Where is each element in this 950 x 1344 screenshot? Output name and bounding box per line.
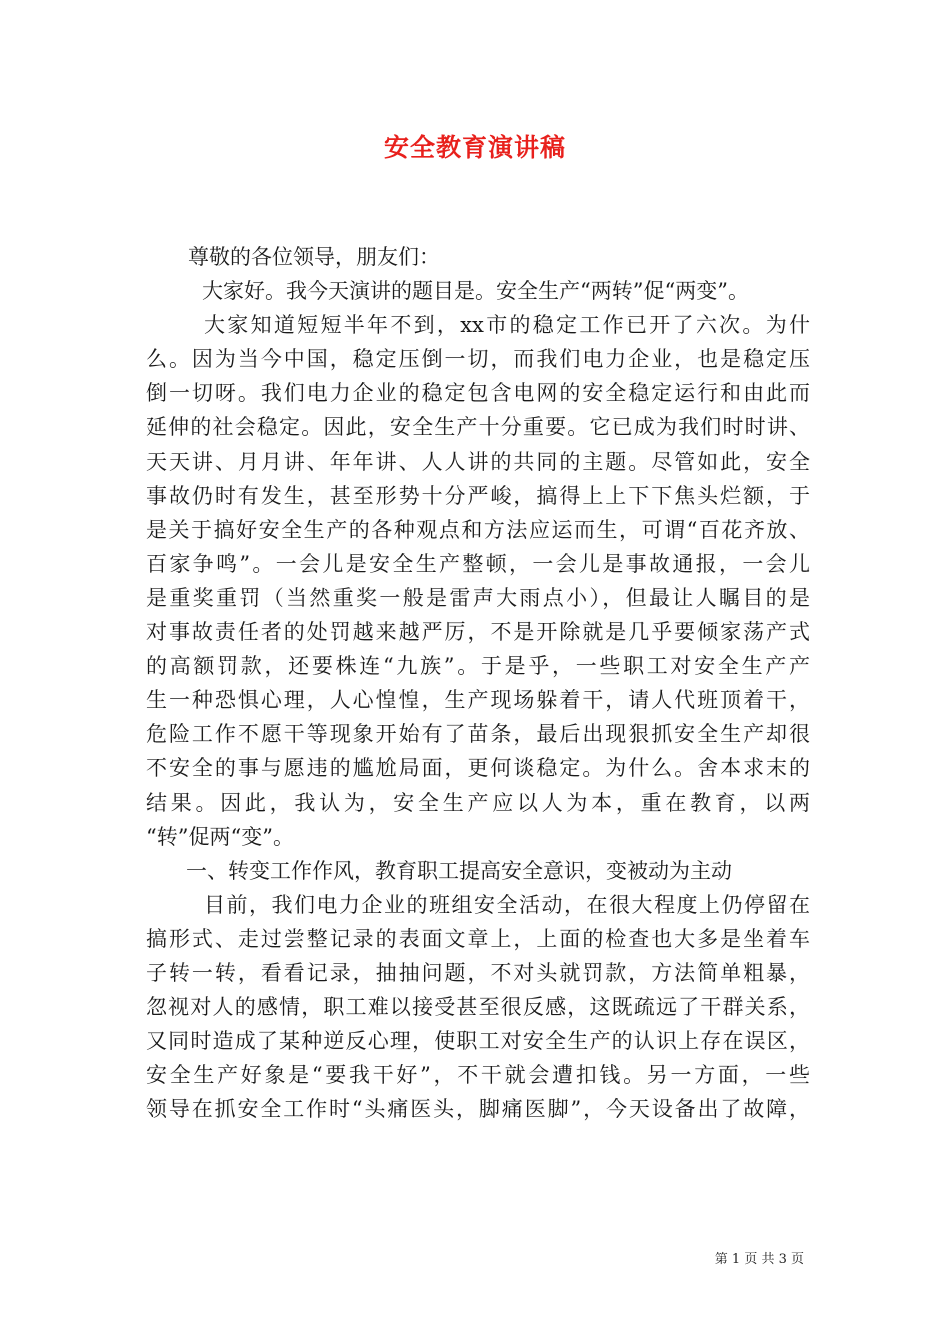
body-line: “转”促两“变”。 — [146, 824, 294, 849]
body-line: 倒一切呀。我们电力企业的稳定包含电网的安全稳定运行和由此而 — [146, 381, 810, 406]
body-line: 么。因为当今中国，稳定压倒一切，而我们电力企业，也是稳定压 — [146, 347, 810, 372]
body-line: 安全生产好象是“要我干好”，不干就会遭扣钱。另一方面，一些 — [146, 1063, 810, 1088]
body-line: 结果。因此，我认为，安全生产应以人为本，重在教育，以两 — [146, 790, 810, 815]
body-line: 又同时造成了某种逆反心理，使职工对安全生产的认识上存在误区， — [146, 1029, 810, 1054]
body-line: 不安全的事与愿违的尴尬局面，更何谈稳定。为什么。舍本求末的 — [146, 756, 810, 781]
body-line: 大家知道短短半年不到，xx市的稳定工作已开了六次。为什 — [204, 313, 810, 338]
document-body — [146, 240, 810, 1126]
body-line: 是重奖重罚（当然重奖一般是雷声大雨点小），但最让人瞩目的是 — [146, 585, 810, 610]
salutation-line: 尊敬的各位领导，朋友们： — [188, 245, 440, 269]
body-line: 大家好。我今天演讲的题目是。安全生产“两转”促“两变”。 — [202, 279, 749, 304]
body-line: 对事故责任者的处罚越来越严厉，不是开除就是几乎要倾家荡产式 — [146, 620, 810, 645]
body-line: 百家争鸣”。一会儿是安全生产整顿，一会儿是事故通报，一会儿 — [146, 551, 810, 576]
body-line: 延伸的社会稳定。因此，安全生产十分重要。它已成为我们时时讲、 — [146, 415, 810, 440]
body-line: 天天讲、月月讲、年年讲、人人讲的共同的主题。尽管如此，安全 — [146, 449, 810, 474]
section-heading: 一、转变工作作风，教育职工提高安全意识，变被动为主动 — [186, 858, 732, 883]
document-title: 安全教育演讲稿 — [383, 133, 566, 162]
body-line: 事故仍时有发生，甚至形势十分严峻，搞得上上下下焦头烂额，于 — [146, 483, 810, 508]
body-line: 子转一转，看看记录，抽抽问题，不对头就罚款，方法简单粗暴， — [146, 960, 810, 985]
page-number: 第 1 页 共 3 页 — [714, 1252, 804, 1267]
body-line: 搞形式、走过尝整记录的表面文章上，上面的检查也大多是坐着车 — [146, 926, 810, 951]
body-line: 目前，我们电力企业的班组安全活动，在很大程度上仍停留在 — [204, 892, 810, 917]
body-line: 危险工作不愿干等现象开始有了苗条，最后出现狠抓安全生产却很 — [146, 722, 810, 747]
body-line: 生一种恐惧心理，人心惶惶，生产现场躲着干，请人代班顶着干， — [146, 688, 810, 713]
body-line: 的高额罚款，还要株连“九族”。于是乎，一些职工对安全生产产 — [146, 654, 810, 679]
body-line: 是关于搞好安全生产的各种观点和方法应运而生，可谓“百花齐放、 — [146, 517, 810, 542]
body-line: 忽视对人的感情，职工难以接受甚至很反感，这既疏远了干群关系， — [146, 995, 810, 1020]
body-line: 领导在抓安全工作时“头痛医头，脚痛医脚”，今天设备出了故障， — [146, 1097, 810, 1122]
